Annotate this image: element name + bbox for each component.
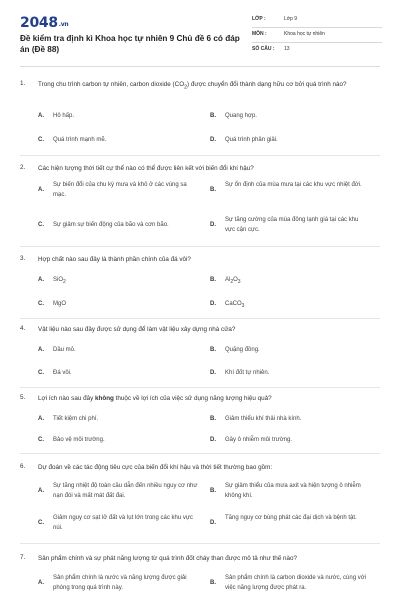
logo-main: 2048	[20, 15, 58, 31]
meta-value: Lớp 9	[284, 16, 298, 22]
meta-label: SỐ CÂU :	[252, 46, 275, 52]
meta-value: Khoa học tự nhiên	[284, 31, 325, 37]
question-number: 2.	[20, 164, 26, 171]
option-text: SiO$_2$	[53, 277, 66, 286]
meta-label: LỚP :	[252, 16, 266, 22]
option-text: Đá vôi.	[53, 370, 72, 376]
option-letter: A.	[38, 187, 44, 193]
option-text: Sản phẩm chính là nước và năng lượng được giải phóng trong quá trình này.	[53, 575, 187, 591]
question-text: Sản phẩm chính và sự phát năng lượng từ quá trình đốt cháy than được mô tả như thế nào?	[38, 555, 297, 562]
option-text: Quang hợp.	[225, 113, 257, 119]
option-text: Quặng đồng.	[225, 347, 260, 353]
question-divider	[20, 387, 380, 388]
option-letter: C.	[38, 437, 44, 443]
option-letter: C.	[38, 301, 44, 307]
option-text: Bảo vệ môi trường.	[53, 437, 105, 443]
option-text: Sự biến đổi của chu kỳ mưa và khô ở các vùng sa mạc.	[53, 182, 187, 198]
meta-row-class	[252, 13, 382, 28]
option-text: Sự giảm thiểu của mưa axit và hiện tượng ô nhiễm không khí.	[225, 483, 361, 499]
question-text: Dự đoán về các tác động tiêu cực của biến đổi khí hậu và thời tiết thường bao gồm:	[38, 464, 273, 471]
question-number: 7.	[20, 554, 26, 561]
option-letter: B.	[210, 187, 216, 193]
option-letter: B.	[210, 113, 216, 119]
question-number: 6.	[20, 463, 26, 470]
option-text: Quá trình phân giải.	[225, 137, 278, 143]
option-letter: D.	[210, 370, 216, 376]
option-letter: B.	[210, 488, 216, 494]
question-text: Lợi ích nào sau đây không thuộc về lợi ích của việc sử dụng năng lượng hiệu quả?	[38, 395, 272, 402]
question-divider	[20, 246, 380, 247]
option-letter: C.	[38, 137, 44, 143]
option-text: Quá trình mạnh mẽ.	[53, 137, 107, 143]
option-text: Giảm nguy cơ sạt lở đất và lụt lớn trong các khu vực núi.	[53, 515, 193, 531]
option-text: Tăng nguy cơ bùng phát các đại dịch và bệnh tật.	[225, 515, 357, 521]
option-letter: D.	[210, 137, 216, 143]
option-letter: B.	[210, 347, 216, 353]
option-text: Sự tăng nhiệt độ toàn cầu dẫn đến nhiều nguy cơ như nạn đói và mất mát đất đai.	[53, 483, 198, 499]
option-letter: A.	[38, 580, 44, 586]
option-letter: B.	[210, 416, 216, 422]
question-number: 4.	[20, 325, 26, 332]
question-text: Các hiện tượng thời tiết cự thể nào có thể được liên kết với biến đổi khí hậu?	[38, 165, 254, 172]
option-letter: A.	[38, 113, 44, 119]
option-text: Sự tăng cường của mùa đông lạnh giá tại các khu vực cận cực.	[225, 217, 359, 233]
question-divider	[20, 318, 380, 319]
page-title: Đề kiểm tra định kì Khoa học tự nhiên 9 Chủ đề 6 có đáp án (Đề 88)	[20, 34, 240, 54]
option-text: Sản phẩm chính là carbon dioxide và nước, cùng với việc năng lượng được phát ra.	[225, 575, 366, 591]
option-letter: B.	[210, 277, 216, 283]
header-divider	[20, 66, 380, 67]
option-letter: C.	[38, 222, 44, 228]
question-text: Vật liệu nào sau đây được sử dụng để làm vật liệu xây dựng nhà cửa?	[38, 326, 236, 333]
option-letter: D.	[210, 437, 216, 443]
question-divider	[20, 453, 380, 454]
option-text: Khí đốt tự nhiên.	[225, 370, 270, 376]
option-text: Tiết kiệm chi phí.	[53, 416, 99, 422]
question-number: 1.	[20, 80, 26, 87]
question-text: Hợp chất nào sau đây là thành phần chính của đá vôi?	[38, 256, 191, 263]
option-letter: D.	[210, 222, 216, 228]
site-logo[interactable]	[20, 15, 68, 31]
question-divider	[20, 543, 380, 544]
question-number: 5.	[20, 394, 26, 401]
option-letter: B.	[210, 580, 216, 586]
option-text: Sự ổn định của mùa mưa tại các khu vực nhiệt đới.	[225, 182, 362, 188]
question-number: 3.	[20, 255, 26, 262]
option-letter: A.	[38, 416, 44, 422]
option-letter: C.	[38, 370, 44, 376]
option-letter: D.	[210, 301, 216, 307]
meta-value: 13	[284, 46, 290, 52]
option-text: Giảm thiểu khí thải nhà kính.	[225, 416, 302, 422]
option-letter: A.	[38, 277, 44, 283]
option-text: Hô hấp.	[53, 113, 75, 119]
option-letter: C.	[38, 520, 44, 526]
question-text: Trong chu trình carbon tự nhiên, carbon dioxide $(CO_2)$ được chuyển đổi thành dạng hữu cơ bởi quá trình nào?	[38, 81, 347, 91]
option-letter: A.	[38, 488, 44, 494]
meta-label: MÔN :	[252, 31, 267, 37]
meta-row-subject	[252, 28, 382, 43]
option-text: MgO	[53, 301, 67, 307]
meta-row-count	[252, 43, 382, 58]
option-text: CaCO$_3$	[225, 301, 245, 310]
question-divider	[20, 155, 380, 156]
option-letter: D.	[210, 520, 216, 526]
logo-tld: .vn	[58, 21, 69, 28]
option-text: Sự giảm sự biến động của bão và cơn bão.	[53, 222, 169, 228]
option-text: Gây ô nhiễm môi trường.	[225, 437, 292, 443]
option-text: $Al_2O_3$	[225, 277, 241, 286]
option-text: Dầu mỏ.	[53, 347, 76, 353]
meta-box	[252, 13, 382, 58]
document-header	[0, 0, 400, 62]
option-letter: A.	[38, 347, 44, 353]
